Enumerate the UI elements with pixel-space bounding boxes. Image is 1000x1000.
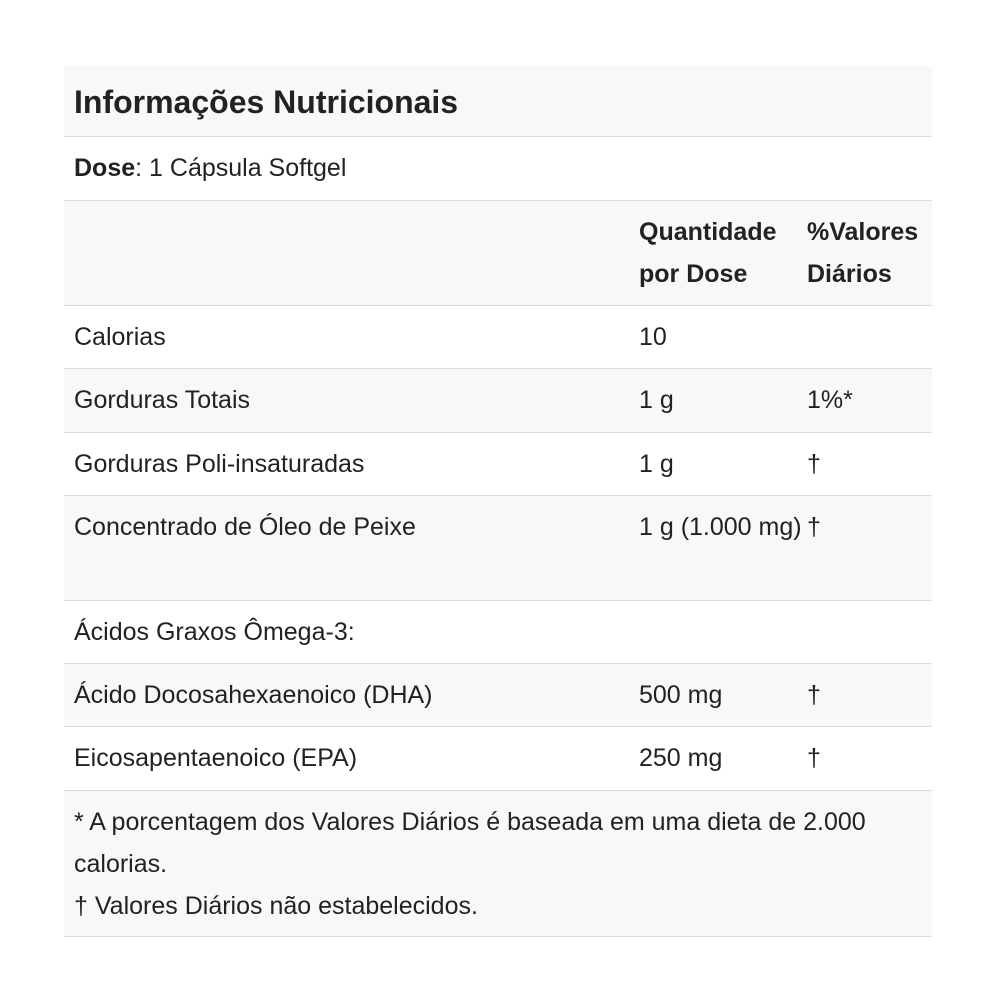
dose-separator: : [135,154,143,182]
nutrient-amount: 1 g [639,450,674,478]
table-row [64,727,932,791]
nutrient-name: Gorduras Totais [74,386,251,414]
dose-label: Dose [74,154,136,182]
table-row [64,496,932,601]
nutrition-title-row [64,66,932,137]
footnote-daily-value-basis: * A porcentagem dos Valores Diários é baseada em uma dieta de 2.000 calorias. [74,808,866,878]
table-row [64,664,932,727]
nutrient-name: Calorias [74,323,166,351]
nutrient-daily-value: † [807,450,821,478]
nutrient-name: Gorduras Poli-insaturadas [74,450,365,478]
nutrient-daily-value: 1%* [807,386,853,414]
dose-value: 1 Cápsula Softgel [142,154,347,182]
nutrient-amount: 10 [639,323,667,351]
dose-row [64,137,932,201]
page-title: Informações Nutricionais [74,84,459,120]
footnotes [64,791,932,937]
dose-line [74,147,346,189]
nutrient-daily-value: † [807,681,821,709]
nutrient-amount: 250 mg [639,744,723,772]
nutrient-amount: 500 mg [639,681,723,709]
header-amount-per-dose: Quantidade por Dose [639,218,777,288]
nutrient-daily-value: † [807,744,821,772]
nutrient-amount: 1 g (1.000 mg) [639,513,802,541]
table-row [64,601,932,664]
nutrient-name: Ácido Docosahexaenoico (DHA) [74,681,433,709]
header-daily-value: %Valores Diários [807,218,919,288]
nutrient-name: Eicosapentaenoico (EPA) [74,744,358,772]
nutrient-amount: 1 g [639,386,674,414]
table-row [64,369,932,433]
nutrition-facts-panel [64,66,932,937]
table-row [64,433,932,496]
nutrient-name: Concentrado de Óleo de Peixe [74,513,416,541]
nutrient-name: Ácidos Graxos Ômega-3: [74,618,355,646]
table-header-row [64,201,932,306]
nutrient-daily-value: † [807,513,821,541]
footnote-not-established: † Valores Diários não estabelecidos. [74,892,478,920]
table-row [64,306,932,369]
